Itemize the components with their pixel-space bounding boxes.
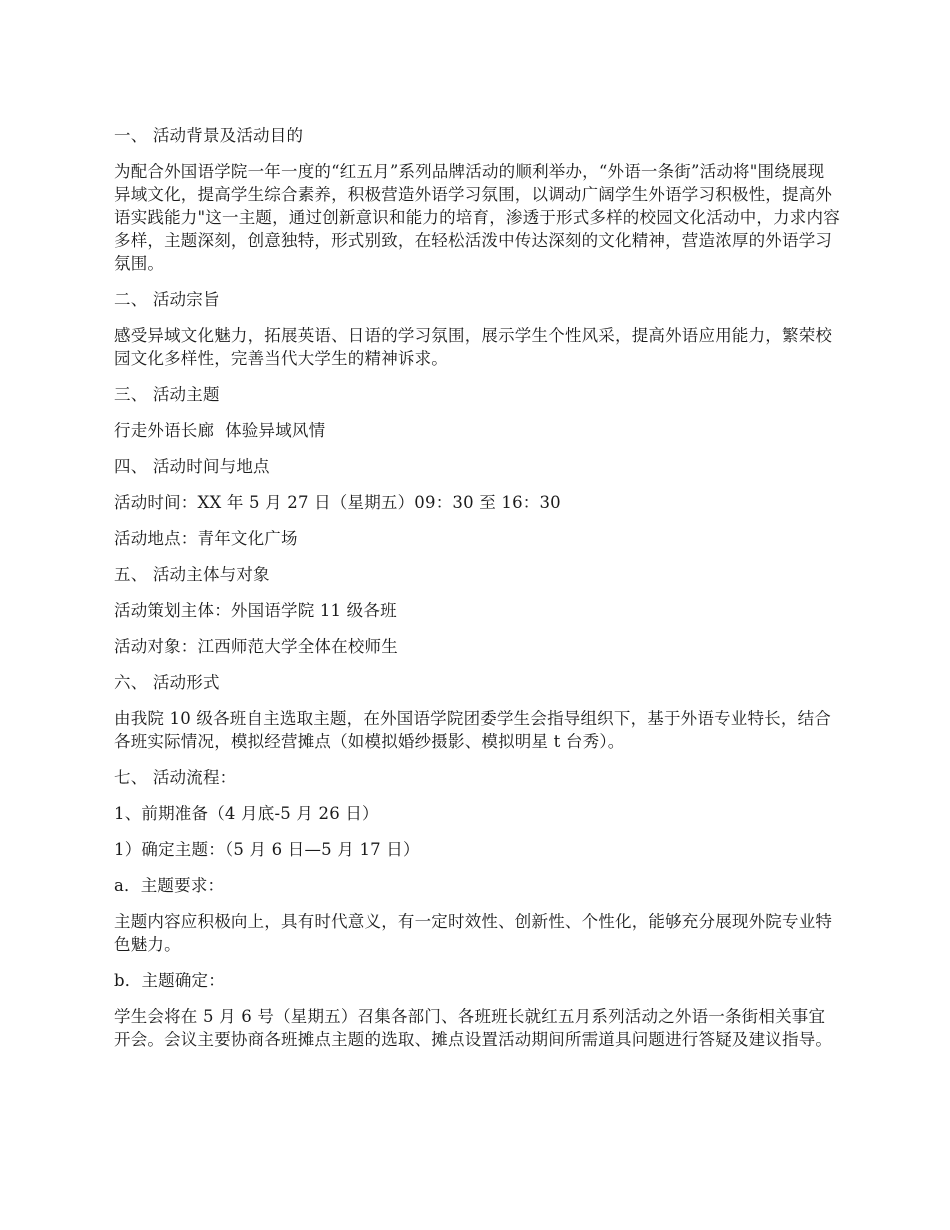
paragraph-theme-confirmation-label: b．主题确定：	[114, 971, 225, 990]
section-heading-theme: 三、 活动主题	[114, 385, 220, 404]
paragraph-theme-requirements: 主题内容应积极向上，具有时代意义，有一定时效性、创新性、个性化，能够充分展现外院专业特色魅力。	[114, 912, 833, 954]
section-heading-subjects: 五、 活动主体与对象	[114, 565, 270, 584]
paragraph-theme-requirements-label: a．主题要求：	[114, 876, 225, 895]
paragraph-organizer: 活动策划主体：外国语学院 11 级各班	[114, 601, 397, 620]
section-heading-time-place: 四、 活动时间与地点	[114, 457, 270, 476]
section-heading-purpose: 二、 活动宗旨	[114, 290, 220, 309]
paragraph-theme: 行走外语长廊 体验异域风情	[114, 421, 326, 440]
paragraph-place: 活动地点：青年文化广场	[114, 529, 298, 548]
document-body	[114, 124, 840, 1064]
section-heading-background: 一、 活动背景及活动目的	[114, 126, 304, 145]
section-heading-process: 七、 活动流程：	[114, 768, 237, 787]
paragraph-format: 由我院 10 级各班自主选取主题，在外国语学院团委学生会指导组织下，基于外语专业特长，结合各班实际情况，模拟经营摊点（如模拟婚纱摄影、模拟明星 t 台秀）。	[114, 709, 831, 751]
paragraph-background: 为配合外国语学院一年一度的“红五月”系列品牌活动的顺利举办，“外语一条街”活动将"围绕展现异域文化，提高学生综合素养，积极营造外语学习氛围，以调动广阔学生外语学习积极性，提高外语实践能力"这一主题，通过创新意识和能力的培育，渗透于形式多样的校园文化活动中，力求内容多样，主题深刻，创意独特，形式别致，在轻松活泼中传达深刻的文化精神，营造浓厚的外语学习氛围。	[114, 162, 840, 273]
paragraph-time: 活动时间：XX 年 5 月 27 日（星期五）09：30 至 16：30	[114, 493, 561, 512]
paragraph-preparation: 1、前期准备（4 月底-5 月 26 日）	[114, 804, 379, 823]
paragraph-purpose: 感受异域文化魅力，拓展英语、日语的学习氛围，展示学生个性风采，提高外语应用能力，繁荣校园文化多样性，完善当代大学生的精神诉求。	[114, 326, 833, 368]
paragraph-theme-confirmation: 学生会将在 5 月 6 号（星期五）召集各部门、各班班长就红五月系列活动之外语一条街相关事宜开会。会议主要协商各班摊点主题的选取、摊点设置活动期间所需道具问题进行答疑及建议指导。	[114, 1007, 833, 1049]
section-heading-format: 六、 活动形式	[114, 673, 220, 692]
paragraph-audience: 活动对象：江西师范大学全体在校师生	[114, 637, 398, 656]
paragraph-confirm-theme: 1）确定主题：（5 月 6 日—5 月 17 日）	[114, 840, 420, 859]
